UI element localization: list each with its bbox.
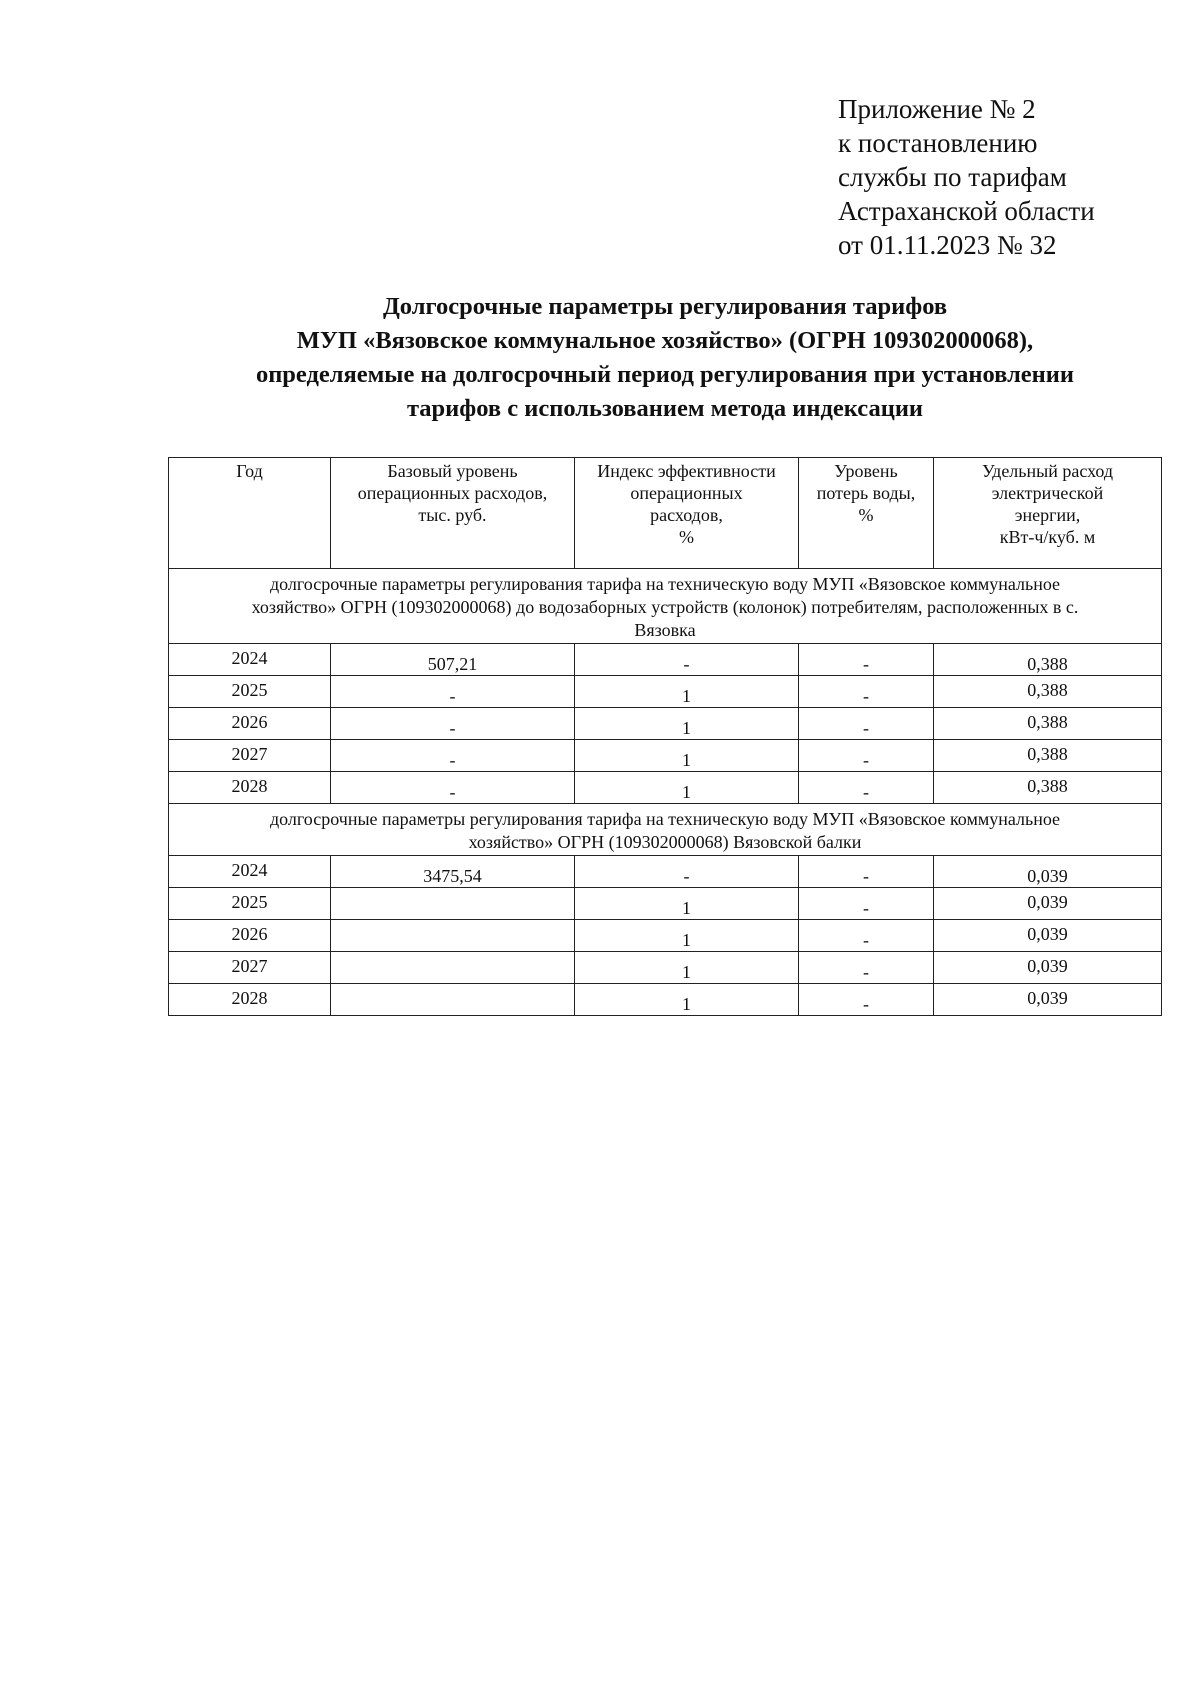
cell-year: 2027 <box>169 740 331 772</box>
cell-year: 2028 <box>169 984 331 1016</box>
cell-specific-energy: 0,039 <box>934 920 1162 952</box>
title-line: МУП «Вязовское коммунальное хозяйство» (ОГРН 109302000068), <box>296 327 1034 354</box>
appendix-line: от 01.11.2023 № 32 <box>838 230 1057 260</box>
appendix-line: Астраханской области <box>838 196 1095 226</box>
header-water-loss: Уровень потерь воды, % <box>799 458 934 569</box>
cell-specific-energy: 0,388 <box>934 772 1162 804</box>
cell-specific-energy: 0,039 <box>934 856 1162 888</box>
cell-year: 2028 <box>169 772 331 804</box>
cell-efficiency-index: 1 <box>575 740 799 772</box>
table-row <box>169 856 1162 888</box>
cell-water-loss: - <box>799 644 934 676</box>
appendix-line: к постановлению <box>838 128 1038 158</box>
cell-efficiency-index: 1 <box>575 772 799 804</box>
cell-efficiency-index: 1 <box>575 920 799 952</box>
cell-base-opex: - <box>331 772 575 804</box>
cell-base-opex: - <box>331 676 575 708</box>
cell-base-opex: 507,21 <box>331 644 575 676</box>
cell-specific-energy: 0,039 <box>934 888 1162 920</box>
cell-year: 2025 <box>169 676 331 708</box>
section-caption-row <box>169 569 1162 644</box>
cell-water-loss: - <box>799 888 934 920</box>
cell-year: 2025 <box>169 888 331 920</box>
cell-efficiency-index: 1 <box>575 676 799 708</box>
cell-base-opex <box>331 920 575 952</box>
cell-base-opex: - <box>331 740 575 772</box>
section-caption-row <box>169 804 1162 856</box>
table-row <box>169 984 1162 1016</box>
table-row <box>169 772 1162 804</box>
table-row <box>169 676 1162 708</box>
header-base-opex: Базовый уровень операционных расходов, тыс. руб. <box>331 458 575 569</box>
cell-water-loss: - <box>799 708 934 740</box>
cell-efficiency-index: 1 <box>575 888 799 920</box>
table-row <box>169 708 1162 740</box>
table-row <box>169 888 1162 920</box>
cell-base-opex <box>331 888 575 920</box>
table-row <box>169 740 1162 772</box>
appendix-block <box>838 92 1095 262</box>
header-row <box>169 458 1162 569</box>
cell-specific-energy: 0,388 <box>934 676 1162 708</box>
section-caption: долгосрочные параметры регулирования тарифа на техническую воду МУП «Вязовское коммунальное хозяйство» ОГРН (109302000068) Вязовской балки <box>169 804 1162 856</box>
cell-water-loss: - <box>799 772 934 804</box>
section-caption: долгосрочные параметры регулирования тарифа на техническую воду МУП «Вязовское коммунальное хозяйство» ОГРН (109302000068) до водозаборных устройств (колонок) потребителям, расположенных в с. Вязовка <box>169 569 1162 644</box>
cell-base-opex <box>331 952 575 984</box>
cell-water-loss: - <box>799 740 934 772</box>
cell-water-loss: - <box>799 984 934 1016</box>
table-row <box>169 920 1162 952</box>
cell-water-loss: - <box>799 676 934 708</box>
header-efficiency-index: Индекс эффективности операционных расходов, % <box>575 458 799 569</box>
document-title <box>170 290 1160 426</box>
cell-year: 2027 <box>169 952 331 984</box>
cell-base-opex <box>331 984 575 1016</box>
cell-year: 2024 <box>169 856 331 888</box>
cell-base-opex: 3475,54 <box>331 856 575 888</box>
title-line: Долгосрочные параметры регулирования тарифов <box>382 293 948 320</box>
cell-year: 2026 <box>169 920 331 952</box>
header-year: Год <box>169 458 331 569</box>
title-line: определяемые на долгосрочный период регулирования при установлении <box>255 361 1075 388</box>
cell-efficiency-index: 1 <box>575 984 799 1016</box>
cell-efficiency-index: 1 <box>575 952 799 984</box>
cell-water-loss: - <box>799 920 934 952</box>
table-row <box>169 952 1162 984</box>
table-row <box>169 644 1162 676</box>
parameters-table <box>168 457 1162 1016</box>
appendix-line: службы по тарифам <box>838 162 1067 192</box>
cell-specific-energy: 0,388 <box>934 708 1162 740</box>
title-line: тарифов с использованием метода индексации <box>406 395 924 422</box>
cell-specific-energy: 0,039 <box>934 952 1162 984</box>
cell-efficiency-index: - <box>575 856 799 888</box>
header-specific-energy: Удельный расход электрической энергии, кВт-ч/куб. м <box>934 458 1162 569</box>
cell-specific-energy: 0,388 <box>934 740 1162 772</box>
cell-efficiency-index: - <box>575 644 799 676</box>
cell-year: 2024 <box>169 644 331 676</box>
cell-base-opex: - <box>331 708 575 740</box>
cell-specific-energy: 0,388 <box>934 644 1162 676</box>
cell-specific-energy: 0,039 <box>934 984 1162 1016</box>
cell-water-loss: - <box>799 952 934 984</box>
cell-water-loss: - <box>799 856 934 888</box>
appendix-line: Приложение № 2 <box>838 94 1036 124</box>
cell-year: 2026 <box>169 708 331 740</box>
cell-efficiency-index: 1 <box>575 708 799 740</box>
